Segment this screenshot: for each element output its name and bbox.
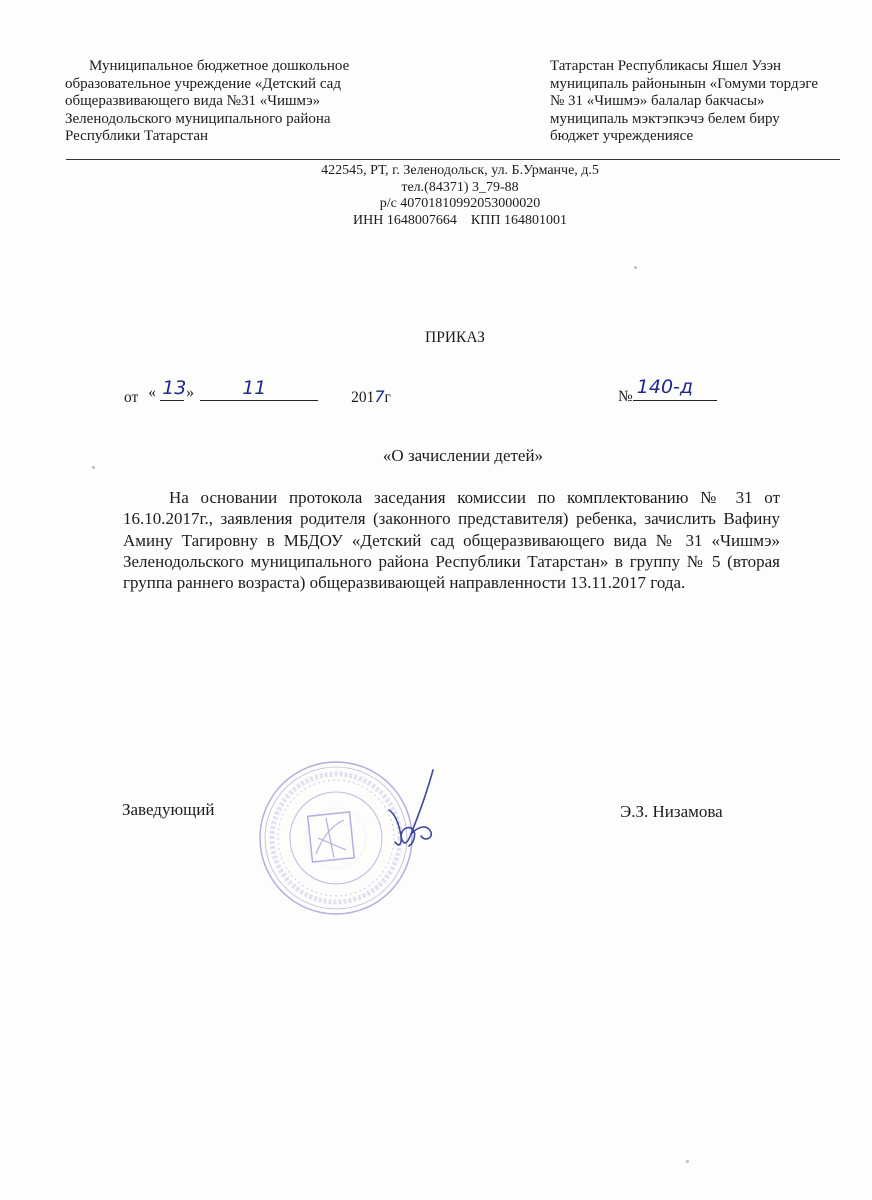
- organization-name-tatar: [550, 58, 850, 146]
- header-left-line: Зеленодольского муниципального района: [65, 110, 331, 127]
- header-left-line: Республики Татарстан: [65, 128, 209, 144]
- number-field: [633, 376, 717, 401]
- number-prefix: №: [618, 388, 633, 405]
- date-close-quote: »: [186, 384, 194, 401]
- order-date: [124, 377, 391, 407]
- date-day: 13: [162, 377, 187, 399]
- paper-speck: [686, 1160, 689, 1163]
- header-left-line: образовательное учреждение «Детский сад: [65, 75, 341, 92]
- order-body: На основании протокола заседания комиссии по комплектованию № 31 от 16.10.2017г., заявления родителя (законного представителя) ребенка, зачислить Вафину Амину Тагировну в МБДОУ «Детский сад общеразвивающего вида № 31 «Чишмэ» Зеленодольского муниципального района Республики Татарстан» в группу № 5 (вторая группа раннего возраста) общеразвивающей направленности 13.11.2017 года.: [123, 488, 780, 593]
- signatory-name: Э.З. Низамова: [620, 802, 723, 821]
- date-day-blank: [160, 400, 184, 401]
- kpp: КПП 164801001: [470, 212, 567, 228]
- number-value: 140-д: [636, 376, 694, 398]
- header-left-line: общеразвивающего вида №31 «Чишмэ»: [65, 93, 321, 109]
- date-month-blank: [200, 400, 318, 401]
- header-right-line: Татарстан Республикасы Яшел Узэн: [550, 58, 782, 74]
- header-left-line: Муниципальное бюджетное дошкольное: [89, 58, 350, 74]
- bank-account: р/с 40701810992053000020: [379, 196, 541, 211]
- handwritten-signature: [375, 762, 455, 862]
- date-year-suffix: г: [384, 389, 391, 406]
- date-prefix: от: [124, 389, 139, 406]
- date-year-printed: 201: [351, 389, 375, 406]
- paper-speck: [634, 266, 637, 269]
- header-right-line: муниципаль районынын «Гомуми тордэге: [550, 75, 819, 92]
- header-divider: [66, 159, 840, 160]
- signatory-role: Заведующий: [122, 800, 215, 819]
- paper-speck: [92, 466, 95, 469]
- organization-details: [250, 163, 670, 229]
- date-month: 11: [242, 377, 267, 399]
- header-right-line: № 31 «Чишмэ» балалар бакчасы»: [550, 93, 765, 109]
- order-subject: «О зачислении детей»: [382, 446, 544, 465]
- header-right-line: бюджет учреждениясе: [550, 128, 694, 144]
- document-title: ПРИКАЗ: [425, 329, 485, 346]
- phone: тел.(84371) 3_79-88: [401, 179, 519, 195]
- inn: ИНН 1648007664: [353, 212, 457, 228]
- tax-ids: [250, 213, 670, 230]
- address: 422545, РТ, г. Зеленодольск, ул. Б.Урманче, д.5: [321, 163, 599, 178]
- header-right-line: муниципаль мэктэпкэчэ белем биру: [550, 110, 780, 127]
- date-open-quote: «: [148, 384, 156, 401]
- order-number: [618, 376, 717, 406]
- organization-name-russian: [65, 58, 385, 146]
- date-year-digit: 7: [374, 387, 385, 406]
